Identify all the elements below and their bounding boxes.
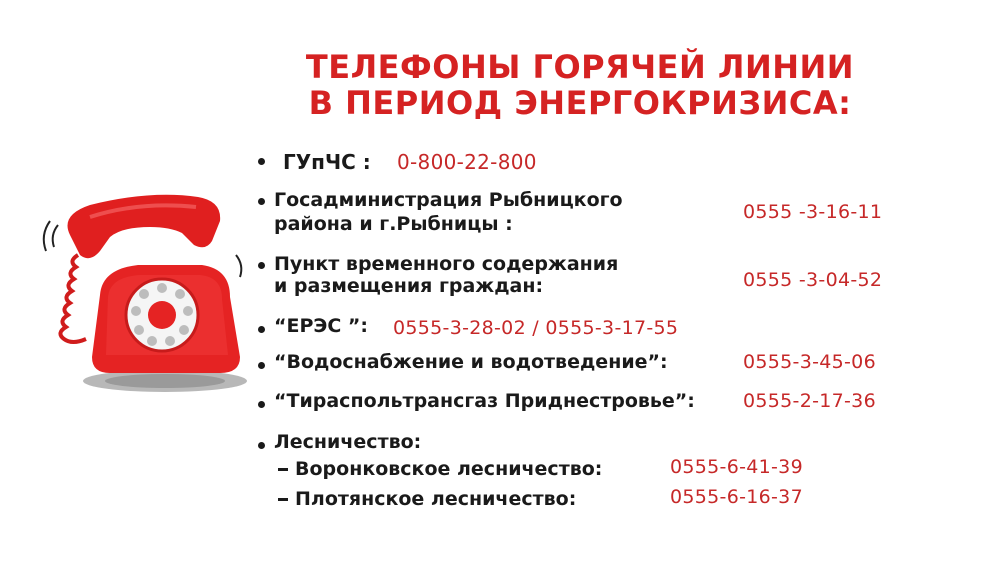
entry-punkt-label-line-1: Пункт временного содержания — [274, 253, 619, 275]
entry-plotyanka-phone: 0555-6-16-37 — [670, 486, 803, 508]
entry-guchs-phone: 0-800-22-800 — [397, 150, 537, 174]
bullet-icon — [258, 442, 265, 449]
entry-gosadmin-label-line-2: района и г.Рыбницы : — [274, 213, 513, 235]
entry-gas-label: “Тираспольтрансгаз Приднестровье”: — [274, 390, 695, 412]
entry-gas-phone: 0555-2-17-36 — [743, 390, 876, 412]
entry-water-label: “Водоснабжение и водотведение”: — [274, 351, 668, 373]
entry-water-phone: 0555-3-45-06 — [743, 351, 876, 373]
entry-punkt-label-line-2: и размещения граждан: — [274, 275, 544, 297]
entry-voronkovo-label: Воронковское лесничество: — [295, 458, 603, 480]
bullet-icon — [258, 362, 265, 369]
entry-guchs-label: ГУпЧС : — [283, 150, 371, 174]
entry-eres-label: “ЕРЭС ”: — [274, 315, 368, 337]
entry-eres-phone: 0555-3-28-02 / 0555-3-17-55 — [393, 317, 679, 339]
bullet-icon — [258, 401, 265, 408]
entry-plotyanka-label: Плотянское лесничество: — [295, 488, 577, 510]
page-title-line-2: В ПЕРИОД ЭНЕРГОКРИЗИСА: — [308, 84, 852, 122]
entry-voronkovo-phone: 0555-6-41-39 — [670, 456, 803, 478]
page-title-line-1: ТЕЛЕФОНЫ ГОРЯЧЕЙ ЛИНИИ — [305, 48, 855, 86]
dash-icon — [278, 468, 288, 471]
entry-forestry-label: Лесничество: — [274, 431, 422, 453]
bullet-icon — [258, 158, 265, 165]
entry-punkt-phone: 0555 -3-04-52 — [743, 269, 883, 291]
bullet-icon — [258, 198, 265, 205]
bullet-icon — [258, 262, 265, 269]
entry-gosadmin-label-line-1: Госадминистрация Рыбницкого — [274, 189, 623, 211]
bullet-icon — [258, 326, 265, 333]
entry-gosadmin-phone: 0555 -3-16-11 — [743, 201, 883, 223]
red-rotary-telephone-icon — [30, 185, 260, 405]
dash-icon — [278, 498, 288, 501]
